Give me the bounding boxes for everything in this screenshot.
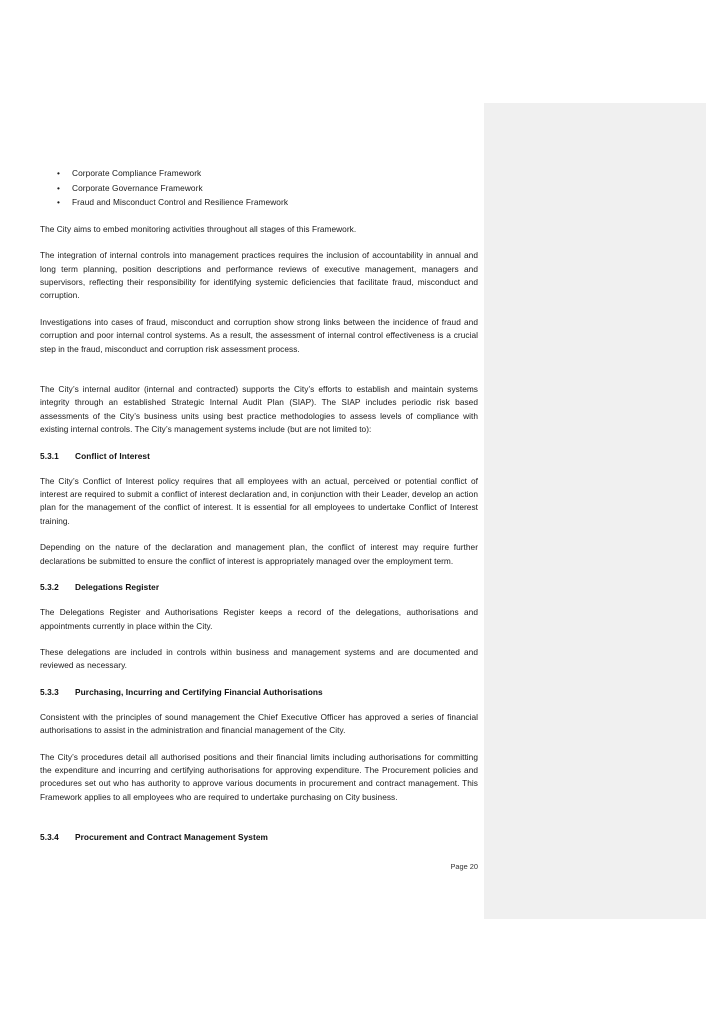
spacer [40, 303, 478, 316]
list-item-label: Corporate Governance Framework [72, 182, 203, 193]
section-number: 5.3.4 [40, 832, 59, 843]
paragraph-internal-controls-integration: The integration of internal controls into management practices requires the inclusion of accountability in annual and long term planning, position descriptions and performance reviews of executive management, managers and supervisors, reflecting their responsibility for identifying systemic deficiencies that facilitate fraud, misconduct and corruption. [40, 250, 478, 301]
spacer [40, 437, 478, 450]
section-title: Purchasing, Incurring and Certifying Financial Authorisations [75, 686, 323, 697]
spacer [40, 236, 478, 249]
section-title: Delegations Register [75, 582, 160, 593]
spacer [40, 633, 478, 646]
section-title: Conflict of Interest [75, 450, 150, 461]
paragraph-ceo-authorisations: Consistent with the principles of sound management the Chief Executive Officer has approved a series of financial authorisations to assist in the administration and financial management of the City. [40, 711, 478, 736]
list-item-label: Fraud and Misconduct Control and Resilience Framework [72, 197, 289, 208]
heading-procurement-contract-management [40, 831, 478, 843]
bullet-icon: • [57, 182, 60, 193]
spacer [40, 568, 478, 581]
section-number: 5.3.2 [40, 582, 59, 593]
spacer [40, 804, 478, 831]
spacer [40, 593, 478, 606]
spacer [40, 462, 478, 475]
section-number: 5.3.1 [40, 450, 59, 461]
section-title: Procurement and Contract Management System [75, 832, 268, 843]
spacer [40, 698, 478, 711]
list-item [40, 166, 478, 181]
paragraph-procedures-limits: The City’s procedures detail all authorised positions and their financial limits including authorisations for committing the expenditure and incurring and certifying authorisations for approving expenditure. The Procurement policies and procedures set out who has authority to approve various documents in procurement and contract management. This Framework applies to all employees who are required to undertake purchasing on City business. [40, 751, 478, 802]
spacer [40, 673, 478, 686]
framework-bullet-list [40, 166, 478, 210]
spacer [40, 210, 478, 223]
spacer [40, 528, 478, 541]
spacer [40, 356, 478, 383]
section-number: 5.3.3 [40, 686, 59, 697]
paragraph-investigations: Investigations into cases of fraud, misconduct and corruption show strong links between the incidence of fraud and corruption and poor internal control systems. As a result, the assessment of internal control effectiveness is a crucial step in the fraud, misconduct and corruption risk assessment process. [40, 316, 478, 354]
list-item-label: Corporate Compliance Framework [72, 168, 202, 178]
heading-financial-authorisations [40, 686, 478, 698]
document-content [40, 166, 478, 843]
list-item [40, 181, 478, 196]
bullet-icon: • [57, 168, 60, 178]
page-footer [40, 862, 478, 872]
paragraph-coi-policy: The City’s Conflict of Interest policy requires that all employees with an actual, perceived or potential conflict of interest are required to submit a conflict of interest declaration and, in conjunction with their Leader, develop an action plan for the management of the conflict of interest. It is essential for all employees to undertake Conflict of Interest training. [40, 475, 478, 526]
page-number-label: Page 20 [450, 862, 478, 871]
paragraph-delegations-record: The Delegations Register and Authorisations Register keeps a record of the delegations, authorisations and appointments currently in place within the City. [40, 607, 478, 631]
spacer [40, 738, 478, 751]
bullet-icon: • [57, 197, 60, 208]
heading-conflict-of-interest [40, 450, 478, 462]
paragraph-internal-auditor: The City’s internal auditor (internal and contracted) supports the City’s efforts to establish and maintain systems integrity through an established Strategic Internal Audit Plan (SIAP). The SIAP includes periodic risk based assessments of the City’s business units using best practice methodologies to assess levels of compliance with existing internal controls. The City’s management systems include (but are not limited to): [40, 384, 478, 435]
paragraph-embed-monitoring: The City aims to embed monitoring activities throughout all stages of this Framework. [40, 223, 357, 234]
paragraph-delegations-controls: These delegations are included in controls within business and management systems and are documented and reviewed as necessary. [40, 646, 478, 671]
paragraph-coi-declarations: Depending on the nature of the declaration and management plan, the conflict of interest may require further declarations be submitted to ensure the conflict of interest is appropriately managed over the employment term. [40, 542, 478, 566]
heading-delegations-register [40, 581, 478, 593]
list-item [40, 195, 478, 210]
